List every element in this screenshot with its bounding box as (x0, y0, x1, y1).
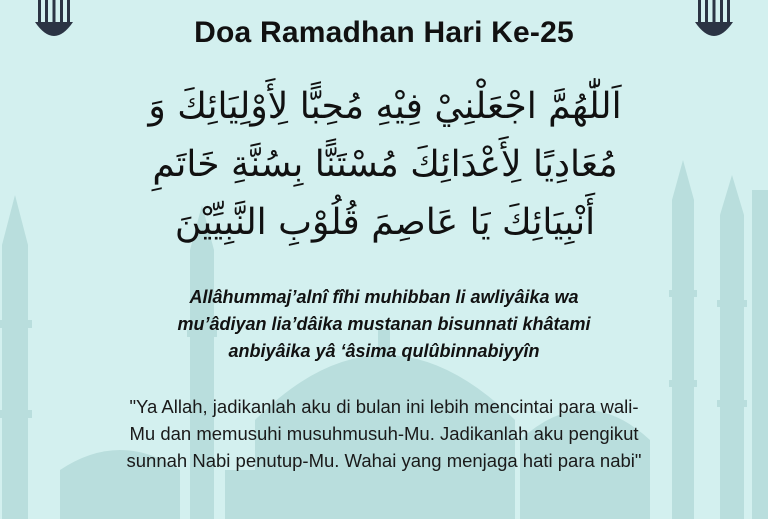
arabic-prayer-text: اَللّٰهُمَّ اجْعَلْنِيْ فِيْهِ مُحِبًّا لِأَوْلِيَائِكَ وَ مُعَادِيًا لِأَعْدَائِكَ مُسْتَنًّا بِسُنَّةِ خَاتَمِ أَنْبِيَائِكَ يَا عَاصِمَ قُلُوْبِ النَّبِيِّيْنَ (148, 86, 622, 243)
translation-text (80, 393, 688, 474)
transliteration-line: mu’âdiyan lia’dâika mustanan bisunnati khâtami (177, 314, 591, 334)
translation-line: Mu dan memusuhi musuhmusuh-Mu. Jadikanlah aku pengikut (129, 423, 639, 444)
translation-line: "Ya Allah, jadikanlah aku di bulan ini lebih mencintai para wali- (129, 396, 639, 417)
translation-line: sunnah Nabi penutup-Mu. Wahai yang menjaga hati para nabi" (126, 450, 642, 471)
page-title: Doa Ramadhan Hari Ke-25 (194, 16, 574, 49)
transliteration-line: Allâhummaj’alnî fîhi muhibban li awliyâika wa (189, 287, 579, 307)
transliteration-line: anbiyâika yâ ‘âsima qulûbinnabiyyîn (228, 341, 540, 361)
transliteration-text (120, 284, 648, 365)
